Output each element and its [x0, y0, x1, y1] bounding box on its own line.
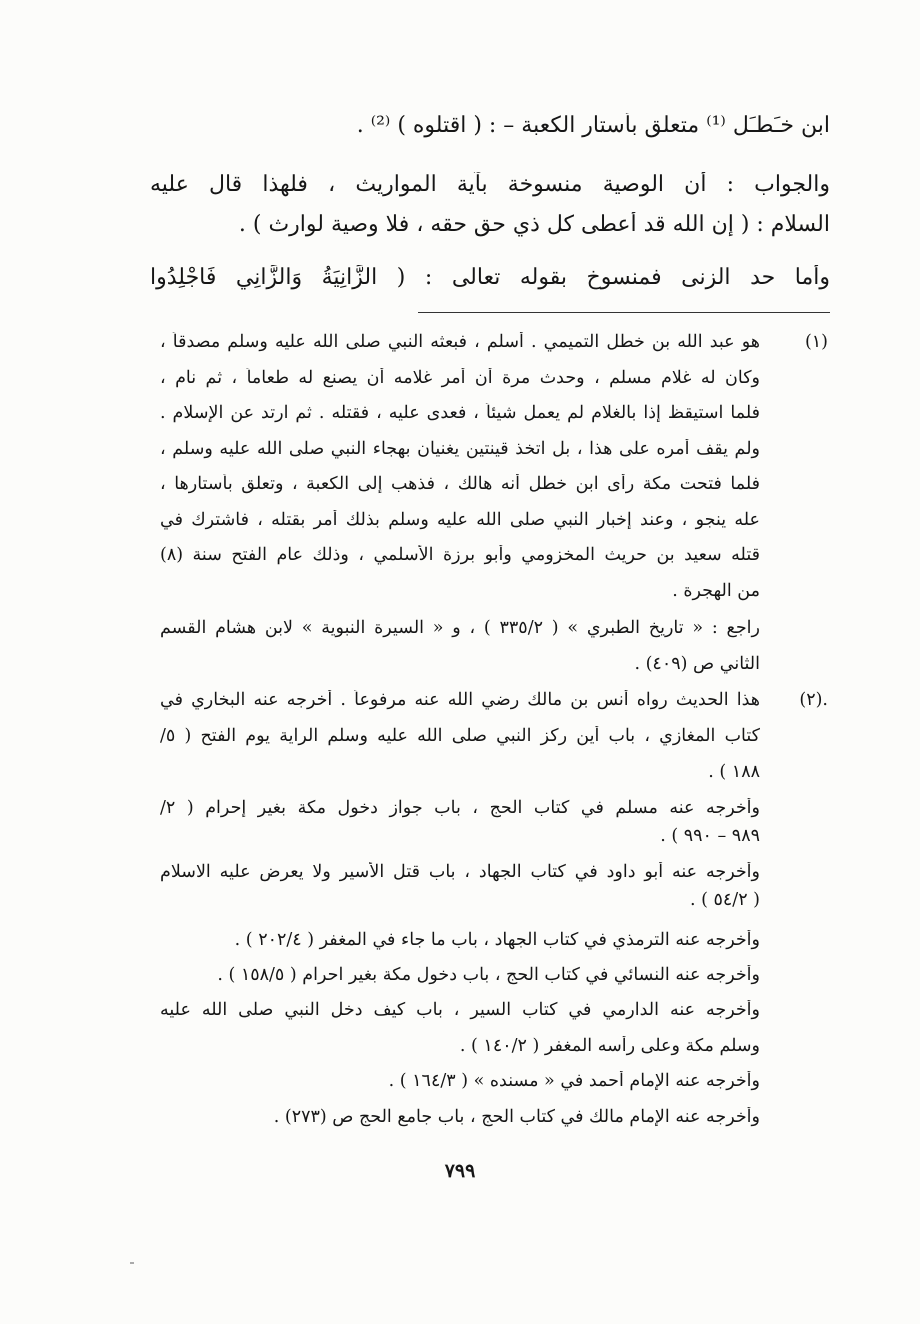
- footnote-2-line: وأخرجه عنه الإمام أحمد في « مسنده » ( ١٦٤/٣ ) .: [388, 1071, 760, 1091]
- footnote-1-line: من الهجرة .: [672, 581, 760, 601]
- footnote-2-line: ٩٨٩ – ٩٩٠ ) .: [660, 826, 760, 846]
- footnote-2-line: هذا الحديث رواه أنس بن مالك رضي الله عنه مرفوعاً . أخرجه عنه البخاري في: [160, 690, 760, 710]
- footnote-1-line: وكان له غلام مسلم ، وحدث مرة أن أمر غلامه أن يصنع له طعاماً ، ثم نام ،: [160, 368, 760, 388]
- footnote-1-reference: راجع : « تاريخ الطبري » ( ٣٣٥/٢ ) ، و « السيرة النبوية » لابن هشام القسم: [160, 618, 760, 638]
- main-text-line-1: ابن خـَطـَل ⁽¹⁾ متعلق بأستار الكعبة – : ( اقتلوه ) ⁽²⁾ .: [356, 113, 830, 138]
- footnote-2-line: ١٨٨ ) .: [708, 762, 760, 782]
- footnote-1-line: فلما استيقظ إذا بالغلام لم يعمل شيئاً ، فعدى عليه ، فقتله . ثم ارتد عن الإسلام .: [160, 403, 760, 423]
- footnote-2-line: كتاب المغازي ، باب أين ركز النبي صلى الله عليه وسلم الراية يوم الفتح ( ٥/: [160, 726, 760, 746]
- footnote-2-number: .(٢): [799, 690, 828, 710]
- footnote-1-line: هو عبد الله بن خطل التميمي . أسلم ، فبعثه النبي صلى الله عليه وسلم مصدقاً ،: [160, 332, 760, 352]
- footnote-1-line: فلما فتحت مكة رأى ابن خطل أنه هالك ، فذهب إلى الكعبة ، وتعلق بأستارها ،: [160, 474, 760, 494]
- footnote-1-line: قتله سعيد بن حريث المخزومي وأبو برزة الأسلمي ، وذلك عام الفتح سنة (٨): [160, 545, 760, 565]
- footnote-2-line: وأخرجه عنه النسائي في كتاب الحج ، باب دخول مكة بغير احرام ( ١٥٨/٥ ) .: [217, 965, 760, 985]
- footnote-2-line: وأخرجه عنه الترمذي في كتاب الجهاد ، باب ما جاء في المغفر ( ٢٠٢/٤ ) .: [234, 930, 760, 950]
- scan-mark: [130, 1262, 134, 1264]
- footnote-2-line: ( ٥٤/٢ ) .: [689, 890, 760, 910]
- footnote-2-line: وأخرجه عنه الدارمي في كتاب السير ، باب كيف دخل النبي صلى الله عليه: [160, 1000, 760, 1020]
- footnote-1-number: (١): [804, 332, 828, 352]
- footnote-2-line: وأخرجه عنه مسلم في كتاب الحج ، باب جواز دخول مكة بغير إحرام ( ٢/: [160, 798, 760, 818]
- page-number: ٧٩٩: [444, 1160, 476, 1182]
- footnote-divider: [418, 312, 830, 313]
- main-text-line-2: والجواب : أن الوصية منسوخة بآية المواريث ، فلهذا قال عليه: [150, 172, 830, 197]
- main-text-line-3: السلام : ( إن الله قد أعطى كل ذي حق حقه ، فلا وصية لوارث ) .: [238, 212, 830, 237]
- footnote-1-line: ولم يقف أمره على هذا ، بل اتخذ قينتين يغنيان بهجاء النبي صلى الله عليه وسلم ،: [160, 439, 760, 459]
- footnote-1-reference: الثاني ص (٤٠٩) .: [634, 654, 760, 674]
- footnote-2-line: وأخرجه عنه أبو داود في كتاب الجهاد ، باب قتل الأسير ولا يعرض عليه الاسلام: [160, 862, 760, 882]
- footnote-2-line: وسلم مكة وعلى رأسه المغفر ( ١٤٠/٢ ) .: [459, 1036, 760, 1056]
- main-text-line-4: وأما حد الزنى فمنسوخ بقوله تعالى : ( الزَّانِيَةُ وَالزَّانِي فَاجْلِدُوا: [150, 265, 830, 290]
- footnote-2-line: وأخرجه عنه الإمام مالك في كتاب الحج ، باب جامع الحج ص (٢٧٣) .: [273, 1107, 760, 1127]
- footnote-1-line: عله ينجو ، وعند إخبار النبي صلى الله عليه وسلم بذلك أمر بقتله ، فاشترك في: [160, 510, 760, 530]
